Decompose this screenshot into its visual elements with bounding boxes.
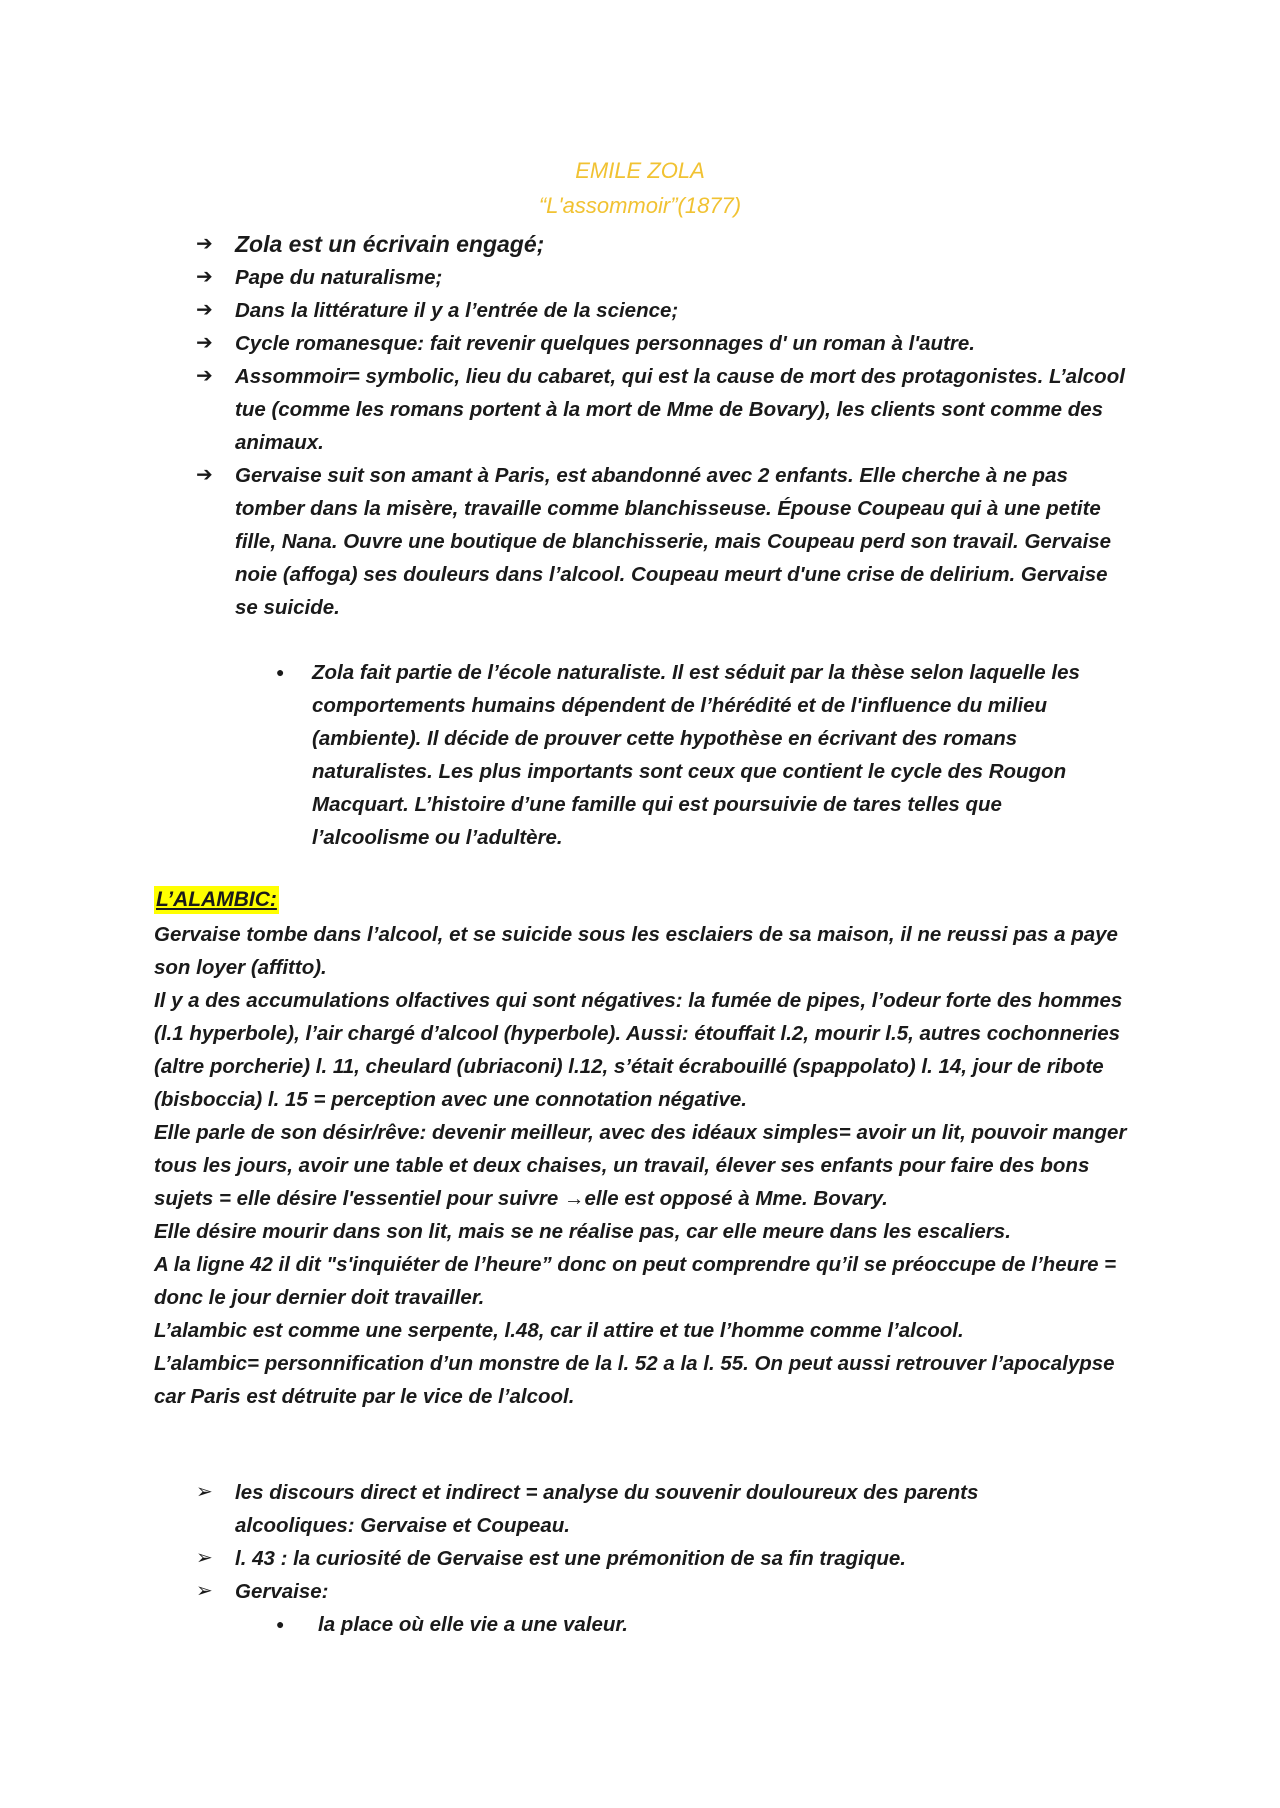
list-item-text: Zola fait partie de l’école naturaliste. Il est séduit par la thèse selon laquelle les comportements humains dépendent de l’hérédité et de l'influence du milieu (ambiente). Il décide de prouver cette hypothèse en écrivant des romans naturalistes. Les plus importants sont ceux que contient le cycle des Rougon Macquart. L’histoire d’une famille qui est poursuivie de tares telles que l’alcoolisme ou l’adultère. bbox=[312, 661, 1080, 849]
work-title: “L'assommoir”(1877) bbox=[538, 193, 742, 218]
arrow-icon: ➔ bbox=[196, 233, 213, 255]
list-item-text: Gervaise: bbox=[235, 1580, 329, 1603]
list-item bbox=[196, 327, 1136, 360]
paragraph: Elle désire mourir dans son lit, mais se ne réalise pas, car elle meure dans les escaliers. bbox=[154, 1220, 1011, 1243]
bullet-dot-icon: ● bbox=[276, 664, 285, 680]
section-heading: L’ALAMBIC: bbox=[154, 886, 279, 914]
bullet-dot-icon: ● bbox=[276, 1616, 285, 1632]
list-item bbox=[272, 1608, 972, 1641]
list-item bbox=[272, 656, 1122, 854]
list-item bbox=[196, 294, 1136, 327]
list-item-text: Cycle romanesque: fait revenir quelques personnages d' un roman à l'autre. bbox=[235, 332, 975, 355]
list-item-text: les discours direct et indirect = analyse du souvenir douloureux des parents alcooliques: Gervaise et Coupeau. bbox=[235, 1481, 979, 1537]
triangle-bullet-list bbox=[196, 1476, 1096, 1608]
paragraph: A la ligne 42 il dit "s'inquiéter de l’heure” donc on peut comprendre qu’il se préoccupe de l’heure = donc le jour dernier doit travailler. bbox=[154, 1253, 1117, 1309]
list-item-text: Pape du naturalisme; bbox=[235, 266, 443, 289]
list-item bbox=[196, 1542, 1096, 1575]
paragraph: L’alambic= personnification d’un monstre de la l. 52 a la l. 55. On peut aussi retrouver l’apocalypse car Paris est détruite par le vice de l’alcool. bbox=[154, 1352, 1115, 1408]
arrow-icon: ➔ bbox=[196, 266, 213, 288]
naturalism-bullet bbox=[272, 656, 1122, 854]
list-item bbox=[196, 228, 1136, 261]
arrow-icon: ➔ bbox=[196, 299, 213, 321]
author-title: EMILE ZOLA bbox=[575, 158, 705, 183]
triangle-arrow-icon: ➢ bbox=[196, 1547, 213, 1569]
section-body bbox=[154, 918, 1134, 1413]
list-item-text: la place où elle vie a une valeur. bbox=[318, 1613, 628, 1636]
sub-bullet-list bbox=[272, 1608, 972, 1641]
arrow-icon: ➔ bbox=[196, 464, 213, 486]
list-item bbox=[196, 1575, 1096, 1608]
list-item bbox=[196, 1476, 1096, 1542]
list-item-text: Gervaise suit son amant à Paris, est abandonné avec 2 enfants. Elle cherche à ne pas tomber dans la misère, travaille comme blanchisseuse. Épouse Coupeau qui à une petite fille, Nana. Ouvre une boutique de blanchisserie, mais Coupeau perd son travail. Gervaise noie (affoga) ses douleurs dans l’alcool. Coupeau meurt d'une crise de delirium. Gervaise se suicide. bbox=[235, 464, 1112, 619]
arrow-bullet-list bbox=[196, 228, 1136, 624]
paragraph: Gervaise tombe dans l’alcool, et se suicide sous les esclaiers de sa maison, il ne reussi pas a paye son loyer (affitto). bbox=[154, 923, 1118, 979]
paragraph: Elle parle de son désir/rêve: devenir meilleur, avec des idéaux simples= avoir un lit, pouvoir manger tous les jours, avoir une table et deux chaises, un travail, élever ses enfants pour faire des bons sujets = elle désire l'essentiel pour suivre →elle est opposé à Mme. Bovary. bbox=[154, 1121, 1127, 1210]
list-item bbox=[196, 360, 1136, 459]
list-item bbox=[196, 261, 1136, 294]
list-item bbox=[196, 459, 1136, 624]
paragraph: Il y a des accumulations olfactives qui sont négatives: la fumée de pipes, l’odeur forte des hommes (l.1 hyperbole), l’air chargé d’alcool (hyperbole). Aussi: étouffait l.2, mourir l.5, autres cochonneries (altre porcherie) l. 11, cheulard (ubriaconi) l.12, s’était écrabouillé (spappolato) l. 14, jour de ribote (bisboccia) l. 15 = perception avec une connotation négative. bbox=[154, 989, 1123, 1111]
triangle-arrow-icon: ➢ bbox=[196, 1580, 213, 1602]
list-item-text: l. 43 : la curiosité de Gervaise est une prémonition de sa fin tragique. bbox=[235, 1547, 906, 1570]
arrow-icon: ➔ bbox=[196, 332, 213, 354]
list-item-text: Dans la littérature il y a l’entrée de la science; bbox=[235, 299, 679, 322]
paragraph: L’alambic est comme une serpente, l.48, car il attire et tue l’homme comme l’alcool. bbox=[154, 1319, 964, 1342]
arrow-icon: ➔ bbox=[196, 365, 213, 387]
list-item-text: Zola est un écrivain engagé; bbox=[235, 231, 545, 257]
list-item-text: Assommoir= symbolic, lieu du cabaret, qui est la cause de mort des protagonistes. L’alcool tue (comme les romans portent à la mort de Mme de Bovary), les clients sont comme des animaux. bbox=[235, 365, 1125, 454]
triangle-arrow-icon: ➢ bbox=[196, 1481, 213, 1503]
